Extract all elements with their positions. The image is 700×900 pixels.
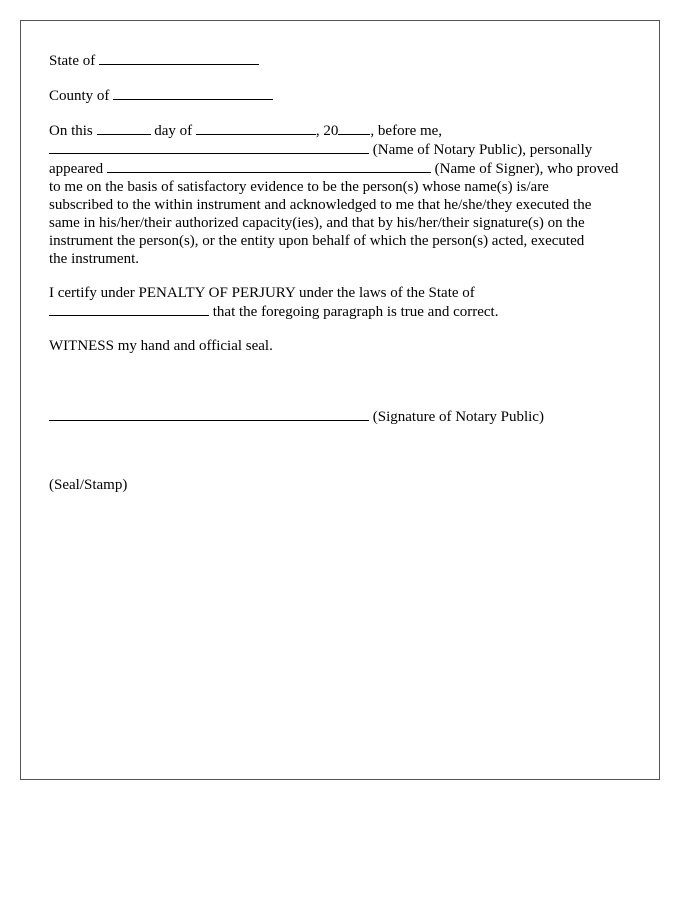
notary-signature-blank[interactable] bbox=[49, 407, 369, 421]
year-prefix-text: , 20 bbox=[315, 123, 339, 139]
county-label: County of bbox=[49, 88, 110, 104]
year-blank[interactable] bbox=[338, 121, 370, 135]
notary-name-blank[interactable] bbox=[49, 140, 369, 154]
county-line bbox=[49, 86, 634, 105]
state-blank[interactable] bbox=[99, 51, 259, 65]
certify-line-1: I certify under PENALTY OF PERJURY under the laws of the State of bbox=[49, 285, 475, 301]
appeared-text: appeared bbox=[49, 161, 104, 177]
signer-name-blank[interactable] bbox=[107, 159, 431, 173]
day-of-text: day of bbox=[154, 123, 193, 139]
before-me-text: , before me, bbox=[370, 123, 443, 139]
ack-body-line: subscribed to the within instrument and acknowledged to me that he/she/they executed the bbox=[49, 197, 592, 213]
signature-hint: (Signature of Notary Public) bbox=[372, 409, 544, 425]
on-this-text: On this bbox=[49, 123, 93, 139]
ack-line-1 bbox=[49, 121, 634, 140]
certify-state-blank[interactable] bbox=[49, 302, 209, 316]
day-blank[interactable] bbox=[97, 121, 151, 135]
signer-name-hint: (Name of Signer), who proved bbox=[434, 161, 619, 177]
seal-stamp-label: (Seal/Stamp) bbox=[49, 477, 128, 493]
ack-body-line: to me on the basis of satisfactory evidence to be the person(s) whose name(s) is/are bbox=[49, 179, 549, 195]
witness-statement: WITNESS my hand and official seal. bbox=[49, 338, 273, 354]
signature-line bbox=[49, 407, 634, 426]
certify-line-2 bbox=[49, 302, 634, 321]
ack-line-2 bbox=[49, 140, 634, 159]
notary-acknowledgment-form bbox=[49, 47, 634, 494]
ack-body-line: the instrument. bbox=[49, 251, 139, 267]
month-blank[interactable] bbox=[196, 121, 316, 135]
state-label: State of bbox=[49, 53, 96, 69]
certification-paragraph bbox=[49, 284, 634, 321]
certify-suffix: that the foregoing paragraph is true and correct. bbox=[212, 304, 499, 320]
county-blank[interactable] bbox=[113, 86, 273, 100]
document-page bbox=[20, 20, 660, 780]
acknowledgment-paragraph bbox=[49, 121, 634, 268]
ack-body-line: instrument the person(s), or the entity upon behalf of which the person(s) acted, executed bbox=[49, 233, 585, 249]
ack-line-3 bbox=[49, 159, 634, 178]
state-line bbox=[49, 51, 634, 70]
ack-body-line: same in his/her/their authorized capacity(ies), and that by his/her/their signature(s) on the bbox=[49, 215, 585, 231]
notary-name-hint: (Name of Notary Public), personally bbox=[372, 142, 593, 158]
